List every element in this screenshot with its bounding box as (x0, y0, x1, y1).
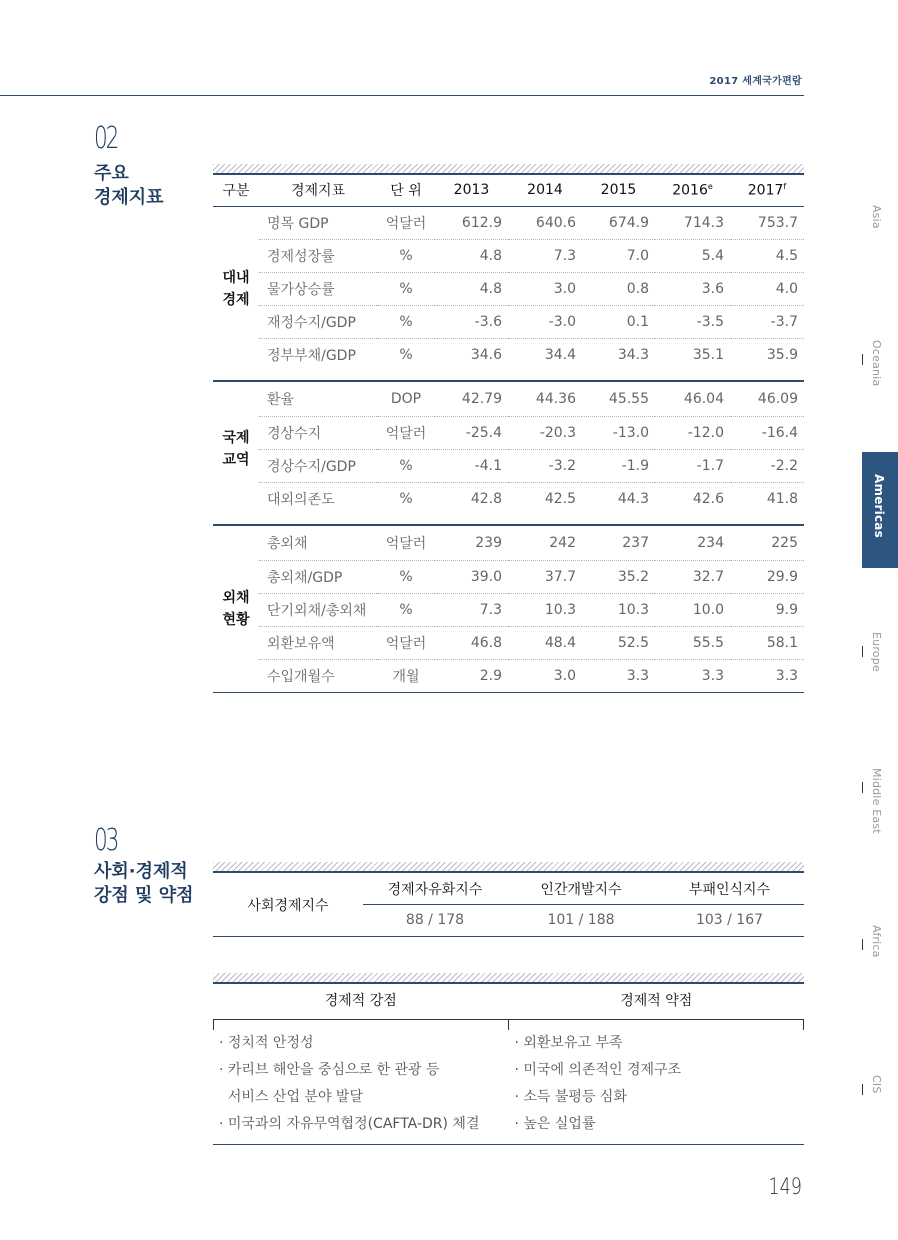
indicator-value: 42.8 (470, 491, 502, 507)
indicator-unit: 억달러 (377, 207, 435, 240)
col-header-unit: 단 위 (377, 174, 435, 207)
indicator-value: 34.4 (544, 347, 576, 363)
indicator-value: 35.9 (766, 347, 798, 363)
weaknesses-list (509, 1030, 805, 1138)
indicator-unit: % (377, 594, 435, 627)
indicator-value: 0.1 (582, 306, 655, 339)
weaknesses-title: 경제적 약점 (620, 993, 693, 1009)
indicator-value: 5.4 (655, 240, 730, 273)
weakness-item: · 높은 실업률 (514, 1116, 596, 1132)
indicator-unit: 개월 (392, 669, 420, 685)
side-tab-asia[interactable] (862, 205, 892, 305)
indicator-label: 재정수지/GDP (259, 306, 377, 339)
table-row (213, 240, 804, 273)
col-header-indicator: 경제지표 (259, 174, 377, 207)
strength-item: · 미국과의 자유무역협정(CAFTA-DR) 체결 (219, 1116, 480, 1132)
index-value-human-dev: 101 / 188 (547, 912, 615, 928)
side-tab-label: Europe (870, 632, 883, 672)
indicator-value: 4.8 (435, 273, 508, 306)
index-row-label: 사회경제지수 (247, 897, 329, 914)
side-tab-marker (862, 1084, 863, 1095)
indicator-value: 52.5 (582, 627, 655, 660)
indicator-label: 환율 (259, 381, 377, 417)
side-tab-europe[interactable] (862, 632, 892, 732)
indicator-unit: % (399, 347, 413, 363)
side-tab-label: Oceania (870, 340, 883, 387)
group-divider (213, 515, 804, 525)
indicator-value: 35.1 (692, 347, 724, 363)
indicator-value: 42.79 (435, 381, 508, 417)
indicator-value: 55.5 (655, 627, 730, 660)
socioeconomic-index-table (213, 874, 804, 935)
strengths-title: 경제적 강점 (324, 993, 397, 1009)
index-header-human-dev: 인간개발지수 (507, 874, 655, 905)
group-label: 대내 경제 (222, 270, 250, 308)
index-bottom-rule (213, 936, 804, 937)
indicator-label: 외환보유액 (259, 627, 377, 660)
econ-indicators-table (213, 174, 804, 693)
indicator-value: 34.6 (470, 347, 502, 363)
page-number: 149 (768, 1175, 802, 1200)
indicator-value: -3.6 (435, 306, 508, 339)
indicator-value: -1.7 (655, 450, 730, 483)
side-tab-label: Africa (870, 925, 883, 958)
indicator-value: 4.8 (435, 240, 508, 273)
side-tab-label: Asia (870, 205, 883, 229)
sw-top-rule (213, 982, 804, 984)
indicator-unit: DOP (377, 381, 435, 417)
table-row (213, 450, 804, 483)
table-row (213, 207, 804, 240)
weakness-item: · 소득 불평등 심화 (514, 1089, 627, 1105)
table-row (213, 273, 804, 306)
side-tab-marker (862, 354, 863, 365)
index-header-corruption: 부패인식지수 (655, 874, 804, 905)
indicator-label: 정부부채/GDP (267, 348, 356, 364)
table-bottom-rule (213, 692, 804, 693)
indicator-value: 4.5 (730, 240, 804, 273)
indicator-value: 3.0 (508, 273, 582, 306)
weakness-item: · 외환보유고 부족 (514, 1035, 623, 1051)
strength-item: · 정치적 안정성 (219, 1035, 314, 1051)
col-header-2016: 2016e (655, 174, 730, 207)
indicator-value: -20.3 (508, 417, 582, 450)
group-label: 국제 교역 (222, 429, 250, 468)
indicator-value: -3.7 (730, 306, 804, 339)
indicator-value: 714.3 (655, 207, 730, 240)
indicator-value: -16.4 (730, 417, 804, 450)
side-tab-cis[interactable] (862, 1075, 892, 1175)
indicator-value: 4.0 (730, 273, 804, 306)
side-tab-marker (862, 782, 863, 793)
indicator-value: 29.9 (730, 561, 804, 594)
side-tab-middle-east[interactable] (862, 768, 892, 868)
indicator-label: 명목 GDP (259, 207, 377, 240)
indicator-value: 674.9 (582, 207, 655, 240)
indicator-value: 7.3 (508, 240, 582, 273)
index-value-econ-freedom: 88 / 178 (405, 912, 465, 928)
weakness-item: · 미국에 의존적인 경제구조 (514, 1062, 682, 1078)
table-row (213, 660, 804, 693)
indicator-label: 수입개월수 (267, 669, 335, 685)
side-tab-label: Americas (872, 474, 886, 538)
table-row (213, 561, 804, 594)
section-number-02: 02 (94, 121, 118, 156)
table-row (213, 594, 804, 627)
indicator-label: 경상수지/GDP (259, 450, 377, 483)
econ-header-row (213, 174, 804, 207)
indicator-value: 42.6 (692, 491, 724, 507)
indicator-value: -3.5 (655, 306, 730, 339)
col-header-2014: 2014 (508, 174, 582, 207)
indicator-value: 10.3 (582, 594, 655, 627)
indicator-value: -1.9 (582, 450, 655, 483)
indicator-value: -2.2 (730, 450, 804, 483)
strength-item: · 카리브 해안을 중심으로 한 관광 등 (219, 1062, 440, 1078)
indicator-label: 대외의존도 (267, 492, 335, 508)
indicator-value: 46.8 (435, 627, 508, 660)
side-tab-label: CIS (870, 1075, 883, 1094)
table-row (213, 525, 804, 561)
indicator-value: 44.36 (508, 381, 582, 417)
indicator-label: 단기외채/총외채 (259, 594, 377, 627)
indicator-unit: % (377, 240, 435, 273)
indicator-value: 45.55 (582, 381, 655, 417)
indicator-value: 34.3 (617, 347, 649, 363)
side-tab-label: Middle East (870, 768, 883, 834)
indicator-value: 753.7 (730, 207, 804, 240)
indicator-value: 58.1 (730, 627, 804, 660)
table-row (213, 483, 804, 516)
sup-forecast: f (783, 181, 787, 191)
indicator-value: -4.1 (435, 450, 508, 483)
indicator-value: 2.9 (479, 668, 502, 684)
indicator-value: 3.3 (626, 668, 649, 684)
indicator-value: 46.09 (730, 381, 804, 417)
indicator-value: 640.6 (508, 207, 582, 240)
header-rule (0, 95, 804, 96)
indicator-unit: 억달러 (377, 627, 435, 660)
indicator-value: 48.4 (508, 627, 582, 660)
indicator-value: 234 (655, 525, 730, 561)
indicator-value: 3.0 (553, 668, 576, 684)
side-tab-marker (862, 939, 863, 950)
sup-estimate: e (707, 181, 713, 191)
indicator-label: 물가상승률 (259, 273, 377, 306)
sw-bottom-rule (213, 1144, 804, 1145)
indicator-value: 41.8 (766, 491, 798, 507)
table-row (213, 339, 804, 372)
indicator-value: 9.9 (730, 594, 804, 627)
indicator-unit: % (377, 561, 435, 594)
indicator-unit: % (377, 450, 435, 483)
indicator-value: 10.0 (655, 594, 730, 627)
indicator-unit: % (377, 306, 435, 339)
col-header-category: 구분 (213, 174, 259, 207)
indicator-value: 225 (730, 525, 804, 561)
group-divider (213, 371, 804, 381)
indicator-value: 32.7 (655, 561, 730, 594)
hatch-bar-strengths (213, 973, 804, 982)
group-label: 외채 현황 (222, 590, 250, 628)
section-title-econ-indicators: 주요 경제지표 (94, 163, 164, 208)
indicator-value: 39.0 (435, 561, 508, 594)
indicator-value: 242 (508, 525, 582, 561)
index-top-rule (213, 871, 804, 873)
indicator-value: 44.3 (617, 491, 649, 507)
indicator-value: 239 (435, 525, 508, 561)
indicator-unit: % (399, 491, 413, 507)
side-tab-marker (862, 646, 863, 657)
table-row (213, 381, 804, 417)
strength-item: 서비스 산업 분야 발달 (219, 1089, 363, 1105)
section-number-03: 03 (94, 823, 118, 858)
indicator-unit: 억달러 (377, 417, 435, 450)
indicator-value: 35.2 (582, 561, 655, 594)
indicator-value: -25.4 (435, 417, 508, 450)
indicator-unit: % (377, 273, 435, 306)
indicator-value: 237 (582, 525, 655, 561)
indicator-value: 10.3 (508, 594, 582, 627)
indicator-value: -13.0 (582, 417, 655, 450)
indicator-value: 7.0 (582, 240, 655, 273)
col-header-2013: 2013 (435, 174, 508, 207)
indicator-value: -12.0 (655, 417, 730, 450)
table-row (213, 417, 804, 450)
indicator-value: 0.8 (582, 273, 655, 306)
indicator-label: 총외채/GDP (259, 561, 377, 594)
side-tab-oceania[interactable] (862, 340, 892, 440)
strengths-weaknesses-block (213, 985, 804, 1138)
side-tab-africa[interactable] (862, 925, 892, 1025)
col-header-2015: 2015 (582, 174, 655, 207)
index-header-econ-freedom: 경제자유화지수 (363, 874, 507, 905)
indicator-value: 46.04 (655, 381, 730, 417)
indicator-value: -3.2 (508, 450, 582, 483)
table-row (213, 627, 804, 660)
sw-bracket (213, 1019, 804, 1030)
indicator-unit: 억달러 (377, 525, 435, 561)
indicator-label: 경제성장률 (259, 240, 377, 273)
index-value-corruption: 103 / 167 (695, 912, 764, 928)
strengths-list (213, 1030, 509, 1138)
indicator-value: 42.5 (544, 491, 576, 507)
col-header-2017: 2017$^f$ (730, 174, 804, 207)
indicator-value: -3.0 (508, 306, 582, 339)
indicator-value: 3.6 (655, 273, 730, 306)
hatch-bar-econ (213, 164, 804, 173)
indicator-value: 612.9 (435, 207, 508, 240)
indicator-value: 37.7 (508, 561, 582, 594)
indicator-label: 경상수지 (259, 417, 377, 450)
running-header-title: 2017 세계국가편람 (709, 76, 802, 87)
table-row (213, 306, 804, 339)
indicator-value: 3.3 (701, 668, 724, 684)
side-tab-americas[interactable] (862, 452, 898, 568)
indicator-label: 총외채 (259, 525, 377, 561)
section-title-strengths-weaknesses: 사회·경제적 강점 및 약점 (94, 861, 194, 906)
indicator-value: 7.3 (435, 594, 508, 627)
indicator-value: 3.3 (775, 668, 798, 684)
hatch-bar-index (213, 862, 804, 871)
